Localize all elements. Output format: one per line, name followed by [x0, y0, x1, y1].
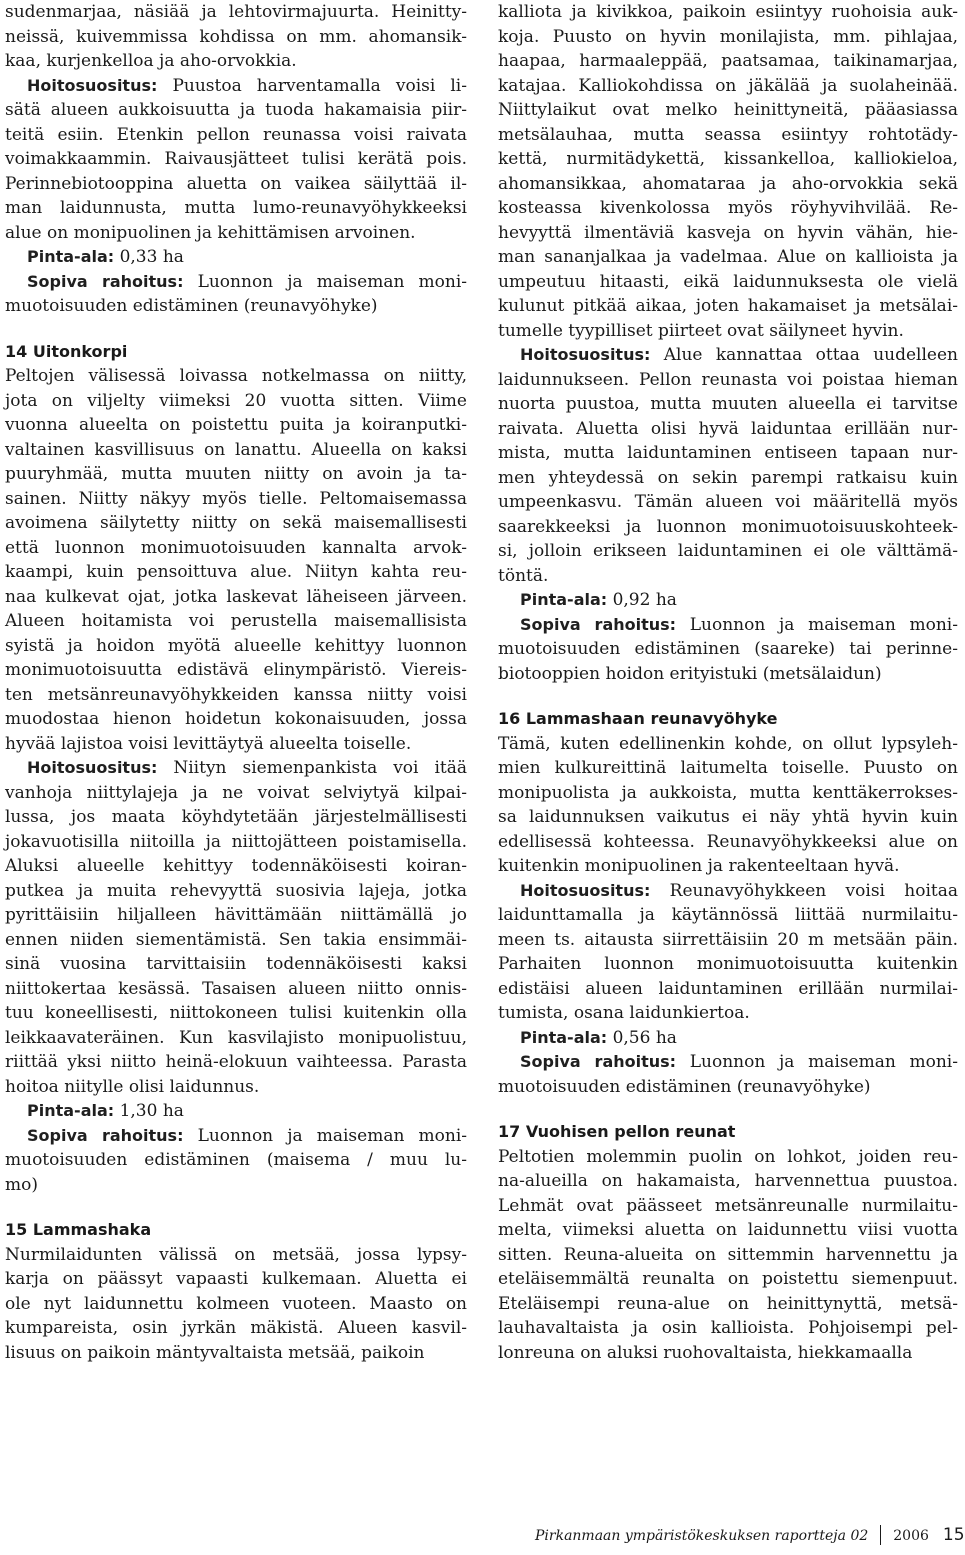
text-line: man sananjalkaa ja vadelmaa. Alue on kallioista ja [498, 247, 958, 267]
text-line: si, jolloin erikseen laiduntaminen ei ole välttämä- [498, 541, 958, 561]
text-line: tumelle tyypilliset piirteet ovat säilyneet hyvin. [498, 320, 904, 341]
text-line: Alueen hoitamista voi perustella maisemallisista [5, 611, 467, 631]
text-line: kuitenkin monipuolinen ja rakenteeltaan hyvä. [498, 856, 900, 876]
text-line: tumista, osana laidunkiertoa. [498, 1003, 750, 1023]
text-line: saarekkeeksi ja luonnon monimuotoisuuskohteek- [498, 516, 958, 537]
text-line: Niittylaikut ovat melko heinittyneitä, pääasiassa [498, 100, 958, 120]
recommendation-13: Hoitosuositus: Puustoa harventamalla voisi li- [27, 75, 467, 96]
text-line: meen ts. aitausta siirrettäisiin 20 m metsään päin. [498, 929, 958, 950]
text-line: Peltojen välisessä loivassa notkelmassa on niitty, [5, 366, 467, 386]
text-line: alue on monipuolinen ja kehittämisen arvoinen. [5, 222, 416, 243]
text-line: syistä ja hoidon myötä alueelle kehittyy luonnon [5, 635, 467, 656]
area-15: Pinta-ala: 0,92 ha [520, 590, 677, 610]
text-line: ole nyt laidunnettu kolmeen vuoteen. Maasto on [5, 1293, 467, 1314]
area-14: Pinta-ala: 1,30 ha [27, 1101, 184, 1121]
text-line: neissä, kuivemmissa kohdissa on mm. ahomansik- [5, 26, 467, 47]
text-line: kaa, kurjenkelloa ja aho-orvokkia. [5, 51, 297, 71]
funding-15-body [498, 637, 958, 686]
footer-year: 2006 [893, 1528, 929, 1544]
text-line: mien kulkureittinä laitumelta toiselle. Puusto on [498, 758, 958, 778]
recommendation-16-body [498, 903, 958, 1026]
text-line: biotooppien hoidon erityistuki (metsälaidun) [498, 663, 882, 684]
text-line: teitä esiin. Etenkin pellon reunassa voisi raivata [5, 124, 467, 145]
text-line: eteläisemmältä reunalta on poistettu siemenpuut. [498, 1269, 958, 1289]
text-line: sa laidunnuksen vaikutus ei näy yhtä hyvin kuin [498, 807, 958, 827]
text-line: avoimena säilytetty niitty on sekä maisemallisesti [5, 513, 467, 533]
text-line: Aluksi alueelle kehittyy todennäköisesti koiran- [5, 856, 467, 876]
text-line: men yhteydessä on sekin parempi ratkaisu kuin [498, 467, 958, 488]
recommendation-15-body [498, 368, 958, 589]
funding-16: Sopiva rahoitus: Luonnon ja maiseman moni- [520, 1052, 958, 1072]
text-line: sitten. Reuna-alueita on sittemmin harvennettu ja [498, 1244, 958, 1265]
text-line: niittokertaa kesässä. Tasaisen alueen niitto onnis- [5, 978, 467, 999]
text-line: lussa, jos maata köyhdytetään järjestelmällisesti [5, 807, 467, 827]
text-line: metsälauhaa, mutta seassa esiintyy rohtotädy- [498, 124, 958, 145]
text-line: na-alueilla on hakamaista, harvennettua puustoa. [498, 1171, 958, 1191]
text-line: haapaa, harmaaleppää, paatsamaa, taikinamarjaa, [498, 51, 958, 71]
section-15-continued [498, 0, 958, 343]
text-line: hyvää lajistoa voisi levittäytyä alueelta toiselle. [5, 733, 412, 754]
text-line: man laidunnusta, mutta lumo-reunavyöhykkeeksi [5, 198, 467, 218]
text-line: voimakkaammin. Raivausjätteet tulisi kerätä pois. [5, 149, 467, 169]
funding-13-body [5, 294, 467, 319]
section-15-body [5, 1243, 467, 1366]
left-column [5, 0, 467, 1365]
text-line: valtainen kasvillisuus on lanattu. Alueella on kaksi [5, 439, 467, 460]
section-14-body [5, 364, 467, 756]
text-line: töntä. [498, 565, 549, 586]
section-heading-17: 17 Vuohisen pellon reunat [498, 1122, 736, 1141]
text-line: monipuolista ja aukkoista, mutta kenttäkerrokses- [498, 782, 958, 803]
section-heading-16: 16 Lammashaan reunavyöhyke [498, 709, 778, 728]
text-line: riittää yksi niitto heinä-elokuun vaihteessa. Parasta [5, 1052, 467, 1072]
text-line: nuorta puustoa, mutta muuten alueella ei tarvitse [498, 394, 958, 414]
text-line: Nurmilaidunten välissä on metsää, jossa lypsy- [5, 1244, 467, 1265]
text-line: kaampi, kuin pensoittuva alue. Niityn kahta reu- [5, 562, 467, 582]
text-line: kettä, nurmitädykettä, kissankelloa, kalliokieloa, [498, 149, 958, 169]
text-line: sainen. Niitty näkyy myös tielle. Peltomaisemassa [5, 488, 467, 509]
funding-14: Sopiva rahoitus: Luonnon ja maiseman moni- [27, 1125, 467, 1146]
footer-series-title: Pirkanmaan ympäristökeskuksen raportteja 02 [535, 1528, 869, 1544]
intro-paragraph [5, 0, 467, 74]
text-line: Peltotien molemmin puolin on lohkot, joiden reu- [498, 1146, 958, 1167]
text-line: ten metsänreunavyöhykkeiden kanssa niitty voisi [5, 684, 467, 705]
text-line: laidunttamalla ja käytännössä liittää nurmilaitu- [498, 905, 958, 925]
text-line: raivata. Aluetta olisi hyvä laiduntaa erillään nur- [498, 418, 958, 439]
text-line: Parhaiten luonnon monimuotoisuutta kuitenkin [498, 954, 958, 974]
text-line: edellisessä kohteessa. Reunavyöhykkeeksi alue on [498, 831, 958, 852]
section-heading-15: 15 Lammashaka [5, 1220, 152, 1239]
funding-14-body [5, 1148, 467, 1197]
text-line: jokavuotisilla niitoilla ja niittojätteen poistamisella. [5, 831, 467, 852]
recommendation-13-body [5, 98, 467, 245]
text-line: pyrittäisiin hiljalleen hävittämään niittämällä jo [5, 905, 467, 925]
footer-divider [880, 1525, 881, 1545]
text-line: putkea ja muita rehevyyttä suosivia lajeja, jotka [5, 880, 467, 901]
recommendation-14-body [5, 781, 467, 1100]
area-13: Pinta-ala: 0,33 ha [27, 247, 184, 267]
text-line: kulunut pitkää aikaa, joten hakamaiset ja metsälai- [498, 296, 958, 316]
section-heading-14: 14 Uitonkorpi [5, 341, 128, 361]
page-footer [535, 1525, 965, 1545]
text-line: muodostaa hienon hoidetun kokonaisuuden, jossa [5, 709, 467, 729]
recommendation-14: Hoitosuositus: Niityn siemenpankista voi itää [27, 758, 467, 778]
text-line: sudenmarjaa, näsiää ja lehtovirmajuurta. Heinitty- [5, 2, 467, 22]
text-line: hoitoa niitylle olisi laidunnus. [5, 1076, 260, 1097]
text-line: Eteläisempi reuna-alue on heinittynyttä, metsä- [498, 1293, 958, 1314]
text-line: muotoisuuden edistäminen (saareke) tai perinne- [498, 639, 958, 659]
text-line: umpeutuu hitaasti, eikä laidunnuksesta ole vielä [498, 271, 958, 292]
text-line: puuryhmää, mutta muuten niitty on avoin ja ta- [5, 464, 467, 484]
text-line: kosteassa kivenkolossa myös röyhyvihvilää. Re- [498, 198, 958, 218]
text-line: muotoisuuden edistäminen (reunavyöhyke) [498, 1076, 871, 1097]
text-line: mista, mutta laiduntaminen entiseen tapaan nur- [498, 443, 958, 463]
text-line: ahomansikkaa, ahomataraa ja aho-orvokkia sekä [498, 173, 958, 194]
text-line: lisuus on paikoin mäntyvaltaista metsää, paikoin [5, 1342, 425, 1363]
text-line: jota on viljelty viimeksi 20 vuotta sitten. Viime [5, 390, 467, 411]
section-17-body [498, 1145, 958, 1366]
text-line: laidunnukseen. Pellon reunasta voi poistaa hieman [498, 369, 958, 390]
text-line: koja. Puusto on hyvin monilajista, mm. pihlajaa, [498, 26, 958, 47]
funding-16-body [498, 1075, 958, 1100]
text-line: muotoisuuden edistäminen (reunavyöhyke) [5, 296, 378, 316]
text-line: vuonna alueelta on poistettu puita ja koiranputki- [5, 415, 467, 435]
text-line: lauhavaltaista ja osin kallioista. Pohjoisempi pel- [498, 1318, 958, 1338]
text-line: lonreuna on aluksi ruohovaltaista, hiekkamaalla [498, 1342, 913, 1363]
right-column [498, 0, 958, 1365]
text-line: edistäisi alueen laiduntaminen erillään nurmilai- [498, 978, 958, 999]
text-line: tuu koneellisesti, niittokoneen tulisi kuitenkin olla [5, 1003, 467, 1023]
text-line: karja on päässyt vapaasti kulkemaan. Aluetta ei [5, 1269, 467, 1289]
text-line: hevyyttä ilmentäviä kasveja on hyvin vähän, hie- [498, 222, 958, 243]
text-line: muotoisuuden edistäminen (maisema / muu lu- [5, 1150, 467, 1170]
text-line: kumpareista, osin jyrkän mäkistä. Alueen kasvil- [5, 1318, 467, 1338]
text-line: kalliota ja kivikkoa, paikoin esiintyy ruohoisia auk- [498, 2, 958, 22]
text-line: mo) [5, 1174, 38, 1195]
text-line: Perinnebiotooppina aluetta on vaikea säilyttää il- [5, 173, 467, 194]
text-line: leikkaavateräinen. Kun kasvilajisto monipuolistuu, [5, 1027, 467, 1048]
text-line: umpeenkasvu. Tämän alueen voi määritellä myös [498, 492, 958, 512]
text-line: katajaa. Kalliokohdissa on jäkälää ja suolaheinää. [498, 75, 958, 96]
text-line: sinä vuosina tarvittaisiin todennäköisesti kaksi [5, 954, 467, 974]
funding-13: Sopiva rahoitus: Luonnon ja maiseman moni- [27, 271, 467, 292]
text-line: naa kulkevat ojat, jotka laskevat läheiseen järveen. [5, 586, 467, 607]
text-line: monimuotoisuutta edistävä elinympäristö. Viereis- [5, 660, 467, 680]
text-line: Tämä, kuten edellinenkin kohde, on ollut lypsyleh- [498, 733, 958, 754]
section-16-body [498, 732, 958, 879]
text-line: ennen niiden siementämistä. Sen takia ensimmäi- [5, 929, 467, 950]
recommendation-15: Hoitosuositus: Alue kannattaa ottaa uudelleen [520, 345, 958, 365]
text-line: melta, viimeksi aluetta on laidunnettu viisi vuotta [498, 1220, 958, 1240]
area-16: Pinta-ala: 0,56 ha [520, 1027, 677, 1048]
funding-15: Sopiva rahoitus: Luonnon ja maiseman moni- [520, 614, 958, 635]
text-line: Lehmät ovat päässeet metsänreunalle nurmilaitu- [498, 1195, 958, 1216]
page-number: 15 [942, 1525, 965, 1545]
recommendation-16: Hoitosuositus: Reunavyöhykkeen voisi hoitaa [520, 880, 958, 901]
text-line: että luonnon monimuotoisuuden kannalta arvok- [5, 537, 467, 558]
text-line: vanhoja niittylajeja ja ne voivat selviytyä kilpai- [5, 782, 467, 803]
text-line: sätä alueen aukkoisuutta ja tuoda hakamaisia piir- [5, 100, 467, 120]
